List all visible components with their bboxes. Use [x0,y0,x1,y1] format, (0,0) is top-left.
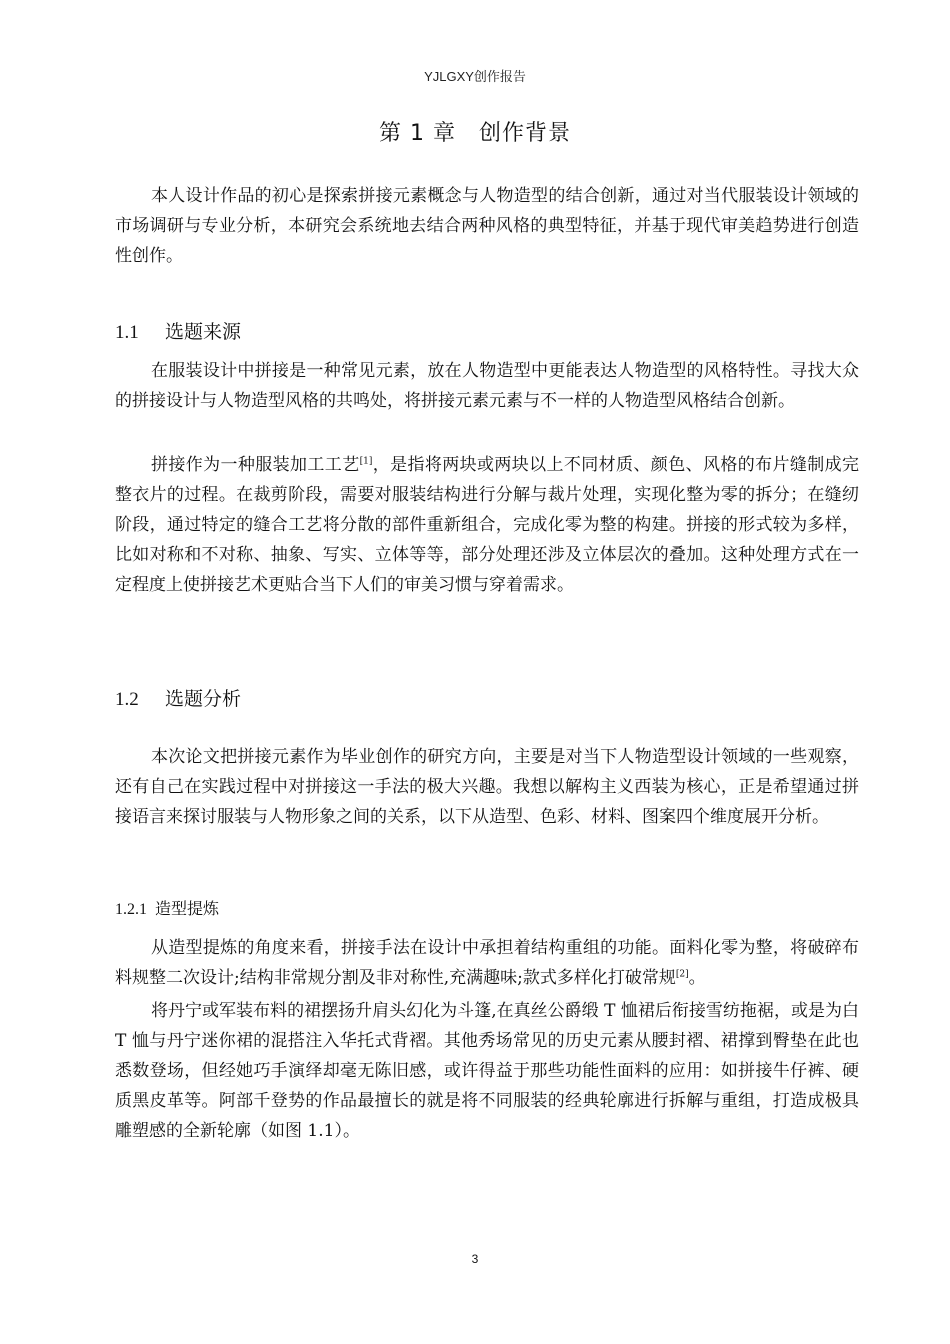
paragraph-text: 拼接作为一种服装加工工艺 [151,455,360,475]
subsection-title: 造型提炼 [155,899,220,918]
section-1-2-1-paragraph-1 [115,933,859,993]
section-1-2-1-paragraph-2: 将丹宁或军装布料的裙摆扬升肩头幻化为斗篷,在真丝公爵缎 T 恤裙后衔接雪纺拖裾，或是为白 T 恤与丹宁迷你裙的混搭注入华托式背褶。其他秀场常见的历史元素从腰封褶、裙撑到臀垫在此也悉数登场，但经她巧手演绎却毫无陈旧感，或许得益于那些功能性面料的应用：如拼接牛仔裤、硬质黑皮革等。阿部千登势的作品最擅长的就是将不同服装的经典轮廓进行拆解与重组，打造成极具雕塑感的全新轮廓（如图 1.1）。 [115,1001,859,1141]
running-header: YJLGXY创作报告 [424,69,526,84]
citation-ref: [1] [359,456,373,467]
paragraph-text: ，是指将两块或两块以上不同材质、颜色、风格的布片缝制成完整衣片的过程。在裁剪阶段，需要对服装结构进行分解与裁片处理，实现化整为零的拆分；在缝纫阶段，通过特定的缝合工艺将分散的部件重新组合，完成化零为整的构建。拼接的形式较为多样，比如对称和不对称、抽象、写实、立体等等，部分处理还涉及立体层次的叠加。这种处理方式在一定程度上使拼接艺术更贴合当下人们的审美习惯与穿着需求。 [115,455,860,595]
paragraph-text: 。 [688,968,706,988]
section-title: 选题来源 [165,321,242,343]
citation-ref: [2] [675,969,689,980]
section-1-2-paragraph-1: 本次论文把拼接元素作为毕业创作的研究方向，主要是对当下人物造型设计领域的一些观察，还有自己在实践过程中对拼接这一手法的极大兴趣。我想以解构主义西装为核心，正是希望通过拼接语言来探讨服装与人物形象之间的关系，以下从造型、色彩、材料、图案四个维度展开分析。 [115,747,859,827]
subsection-number: 1.2.1 [115,901,147,918]
section-heading-1-1 [115,317,241,344]
section-1-1-paragraph-1: 在服装设计中拼接是一种常见元素，放在人物造型中更能表达人物造型的风格特性。寻找大众的拼接设计与人物造型风格的共鸣处，将拼接元素元素与不一样的人物造型风格结合创新。 [115,361,859,411]
chapter-title: 第 1 章 创作背景 [379,121,571,146]
subsection-heading-1-2-1 [115,896,219,919]
paragraph-text: 从造型提炼的角度来看，拼接手法在设计中承担着结构重组的功能。面料化零为整，将破碎布料规整二次设计;结构非常规分割及非对称性,充满趣味;款式多样化打破常规 [115,938,859,988]
section-number: 1.1 [115,322,139,343]
section-heading-1-2 [115,684,241,711]
section-title: 选题分析 [165,688,242,710]
section-number: 1.2 [115,689,139,710]
page-number: 3 [471,1252,479,1266]
section-1-1-paragraph-2 [115,450,859,600]
intro-paragraph: 本人设计作品的初心是探索拼接元素概念与人物造型的结合创新，通过对当代服装设计领域的市场调研与专业分析，本研究会系统地去结合两种风格的典型特征，并基于现代审美趋势进行创造性创作。 [115,186,859,266]
